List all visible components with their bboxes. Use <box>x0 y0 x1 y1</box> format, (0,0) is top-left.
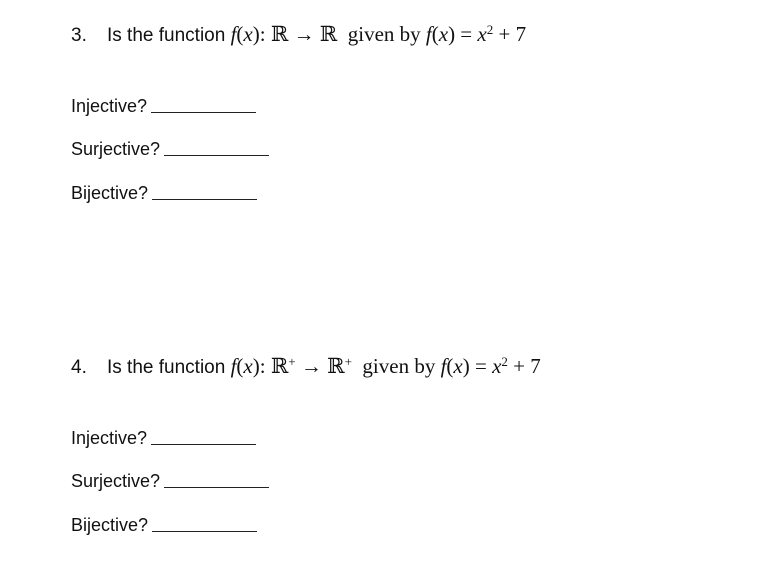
answer-blank[interactable] <box>164 155 269 156</box>
question-3 <box>71 22 751 48</box>
question-number: 4. <box>71 357 87 378</box>
question-number: 3. <box>71 25 87 46</box>
answer-surjective <box>71 138 269 160</box>
answer-label: Surjective? <box>71 139 161 159</box>
answer-blank[interactable] <box>151 112 256 113</box>
answer-injective <box>71 427 256 449</box>
answer-blank[interactable] <box>164 487 269 488</box>
answer-blank[interactable] <box>152 531 257 532</box>
answer-label: Injective? <box>71 96 148 116</box>
answer-label: Surjective? <box>71 471 161 491</box>
answer-label: Injective? <box>71 428 148 448</box>
answer-label: Bijective? <box>71 515 149 535</box>
function-definition: f(x): ℝ+ → ℝ+ given by $f(x) = x^2 + 7$ <box>230 354 541 378</box>
question-4 <box>71 354 751 380</box>
question-text: Is the function <box>107 25 231 46</box>
function-definition: f(x): ℝ → ℝ given by $f(x) = x^2 + 7$ <box>230 22 527 46</box>
answer-bijective <box>71 182 257 204</box>
answer-injective <box>71 95 256 117</box>
answer-bijective <box>71 514 257 536</box>
answer-label: Bijective? <box>71 183 149 203</box>
answer-blank[interactable] <box>152 199 257 200</box>
answer-blank[interactable] <box>151 444 256 445</box>
question-text: Is the function <box>107 357 231 378</box>
answer-surjective <box>71 470 269 492</box>
